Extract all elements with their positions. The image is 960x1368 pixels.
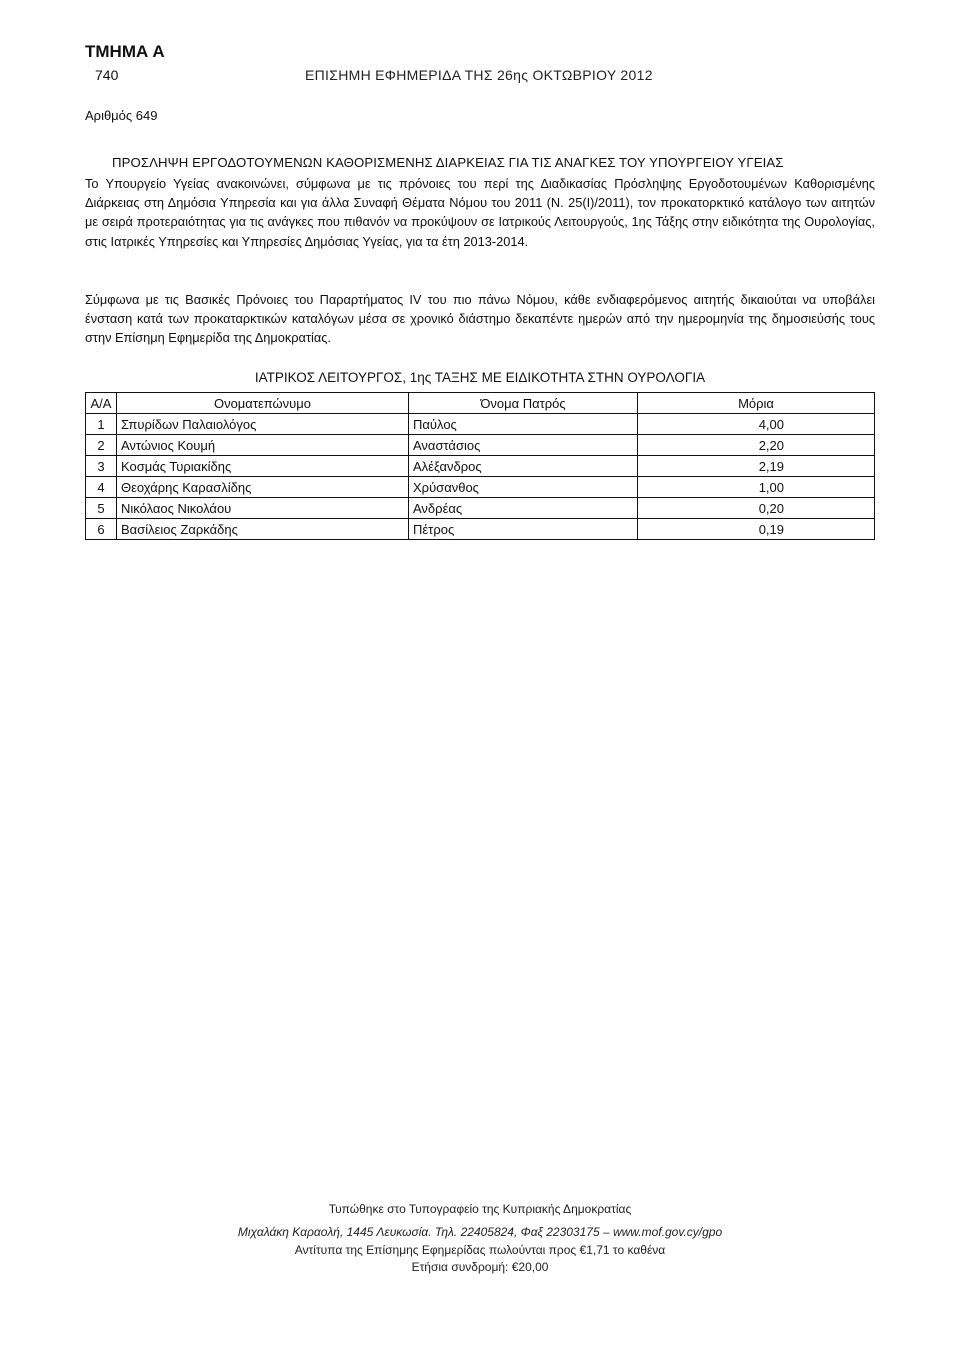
father-name: Χρύσανθος [409, 477, 638, 498]
header-points: Μόρια [638, 393, 875, 414]
header-aa: Α/Α [86, 393, 117, 414]
full-name: Βασίλειος Ζαρκάδης [117, 519, 409, 540]
notice-paragraph-2: Σύμφωνα με τις Βασικές Πρόνοιες του Παραρτήματος IV του πιο πάνω Νόμου, κάθε ενδιαφερόμενος αιτητής δικαιούται να υποβάλει ένσταση κατά των προκαταρκτικών καταλόγων μέσα σε χρονικό διάστημο δεκαπέντε ημερών από την ημερομηνία της δημοσιεύσής τους στην Επίσημη Εφημερίδα της Δημοκρατίας. [85, 292, 875, 346]
points: 4,00 [638, 414, 875, 435]
full-name: Θεοχάρης Καρασλίδης [117, 477, 409, 498]
father-name: Παύλος [409, 414, 638, 435]
father-name: Ανδρέας [409, 498, 638, 519]
section-title: ΤΜΗΜΑ Α [85, 42, 165, 61]
notice-heading: ΠΡΟΣΛΗΨΗ ΕΡΓΟΔΟΤΟΥΜΕΝΩΝ ΚΑΘΟΡΙΣΜΕΝΗΣ ΔΙΑΡΚΕΙΑΣ ΓΙΑ ΤΙΣ ΑΝΑΓΚΕΣ ΤΟΥ ΥΠΟΥΡΓΕΙΟΥ ΥΓΕΙΑΣ [112, 155, 784, 170]
footer-printer: Τυπώθηκε στο Τυπογραφείο της Κυπριακής Δημοκρατίας [328, 1202, 632, 1216]
full-name: Κοσμάς Τυριακίδης [117, 456, 409, 477]
full-name: Αντώνιος Κουμή [117, 435, 409, 456]
points: 2,19 [638, 456, 875, 477]
table-header-row [86, 393, 875, 414]
header-full-name: Ονοματεπώνυμο [117, 393, 409, 414]
footer-address: Μιχαλάκη Καραολή, 1445 Λευκωσία. Τηλ. 22405824, Φαξ 22303175 – www.mof.gov.cy/gpo [237, 1225, 723, 1239]
points: 0,20 [638, 498, 875, 519]
row-number: 2 [86, 435, 117, 456]
page-number: 740 [95, 67, 119, 83]
row-number: 6 [86, 519, 117, 540]
table-row [86, 456, 875, 477]
footer-subscription: Ετήσια συνδρομή: €20,00 [411, 1260, 549, 1274]
gazette-header: ΕΠΙΣΗΜΗ ΕΦΗΜΕΡΙΔΑ ΤΗΣ 26ης ΟΚΤΩΒΡΙΟΥ 2012 [305, 67, 653, 83]
row-number: 3 [86, 456, 117, 477]
table-row [86, 519, 875, 540]
table-row [86, 435, 875, 456]
notice-paragraph-1: Το Υπουργείο Υγείας ανακοινώνει, σύμφωνα με τις πρόνοιες του περί της Διαδικασίας Πρόσληψης Εργοδοτουμένων Καθορισμένης Διάρκειας στη Δημόσια Υπηρεσία και για άλλα Συναφή Θέματα Νόμου του 2011 (Ν. 25(Ι)/2011), τον προκατορκτικό κατάλογο των αιτητών με σειρά προτεραιότητας για τις ανάγκες που πιθανόν να προκύψουν σε Ιατρικούς Λειτουργούς, 1ης Τάξης στην ειδικότητα της Ουρολογίας, στις Ιατρικές Υπηρεσίες και Υπηρεσίες Δημόσιας Υγείας, για τα έτη 2013-2014. [85, 176, 875, 249]
table-title: ΙΑΤΡΙΚΟΣ ΛΕΙΤΟΥΡΓΟΣ, 1ης ΤΑΞΗΣ ΜΕ ΕΙΔΙΚΟΤΗΤΑ ΣΤΗΝ ΟΥΡΟΛΟΓΙΑ [254, 370, 706, 385]
results-table [85, 392, 875, 540]
father-name: Αλέξανδρος [409, 456, 638, 477]
row-number: 1 [86, 414, 117, 435]
points: 2,20 [638, 435, 875, 456]
footer-price: Αντίτυπα της Επίσημης Εφημερίδας πωλούνται προς €1,71 το καθένα [294, 1243, 666, 1257]
header-father-name: Όνομα Πατρός [409, 393, 638, 414]
table-row [86, 414, 875, 435]
table-row [86, 498, 875, 519]
points: 1,00 [638, 477, 875, 498]
row-number: 5 [86, 498, 117, 519]
notice-number: Αριθμός 649 [85, 108, 158, 123]
full-name: Σπυρίδων Παλαιολόγος [117, 414, 409, 435]
father-name: Πέτρος [409, 519, 638, 540]
full-name: Νικόλαος Νικολάου [117, 498, 409, 519]
row-number: 4 [86, 477, 117, 498]
table-row [86, 477, 875, 498]
points: 0,19 [638, 519, 875, 540]
father-name: Αναστάσιος [409, 435, 638, 456]
